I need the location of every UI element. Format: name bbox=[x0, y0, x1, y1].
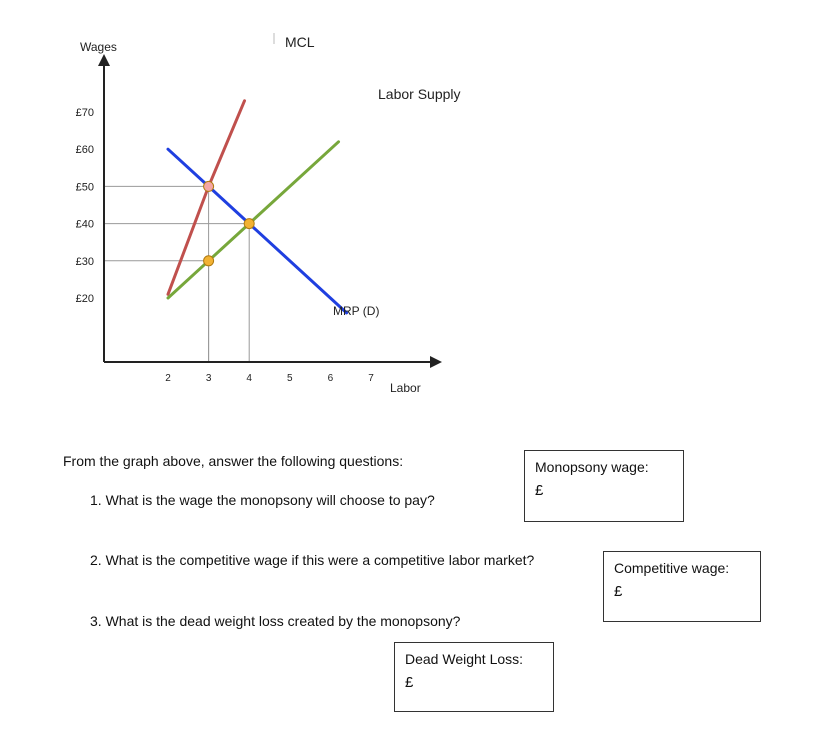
intersection-point-2 bbox=[204, 256, 214, 266]
y-tick-label: £40 bbox=[75, 218, 94, 231]
question-1: 1. What is the wage the monopsony will choose to pay? bbox=[90, 492, 435, 508]
monopsony-wage-currency: £ bbox=[535, 482, 544, 499]
y-tick-label: £60 bbox=[75, 144, 94, 157]
y-tick-label: £70 bbox=[75, 107, 94, 119]
competitive-wage-answer-box[interactable] bbox=[603, 551, 761, 622]
y-axis-title: Wages bbox=[80, 40, 117, 54]
question-2: 2. What is the competitive wage if this were a competitive labor market? bbox=[90, 552, 535, 568]
questions-intro: From the graph above, answer the following questions: bbox=[63, 453, 404, 469]
intersection-point-0 bbox=[204, 181, 214, 191]
dead-weight-loss-label: Dead Weight Loss: bbox=[405, 651, 524, 667]
x-axis-arrow-icon bbox=[430, 356, 442, 368]
y-tick-label: £30 bbox=[75, 255, 94, 268]
series-label-labor-supply: Labor Supply bbox=[378, 86, 461, 102]
x-tick-label: 3 bbox=[205, 373, 212, 384]
series-label-mrp: MRP (D) bbox=[333, 304, 380, 318]
y-tick-label: £20 bbox=[75, 293, 94, 305]
monopsony-wage-label: Monopsony wage: bbox=[535, 459, 649, 475]
x-tick-label: 4 bbox=[246, 373, 252, 384]
question-3: 3. What is the dead weight loss created by the monopsony? bbox=[90, 613, 461, 629]
x-tick-label: 2 bbox=[165, 373, 171, 384]
monopsony-wage-answer-box[interactable] bbox=[524, 450, 684, 522]
x-tick-label: 7 bbox=[368, 373, 374, 384]
competitive-wage-label: Competitive wage: bbox=[614, 560, 730, 576]
intersection-point-1 bbox=[244, 219, 254, 229]
x-axis-title: Labor bbox=[390, 381, 421, 395]
series-line-mrp-d bbox=[168, 149, 347, 313]
series-label-mcl: MCL bbox=[285, 34, 315, 50]
y-tick-label: £50 bbox=[75, 181, 94, 194]
x-tick-label: 6 bbox=[327, 373, 334, 384]
dead-weight-loss-answer-box[interactable] bbox=[394, 642, 554, 712]
competitive-wage-currency: £ bbox=[614, 583, 623, 600]
dead-weight-loss-currency: £ bbox=[405, 674, 414, 691]
y-axis-arrow-icon bbox=[98, 54, 110, 66]
x-tick-label: 5 bbox=[287, 373, 293, 384]
